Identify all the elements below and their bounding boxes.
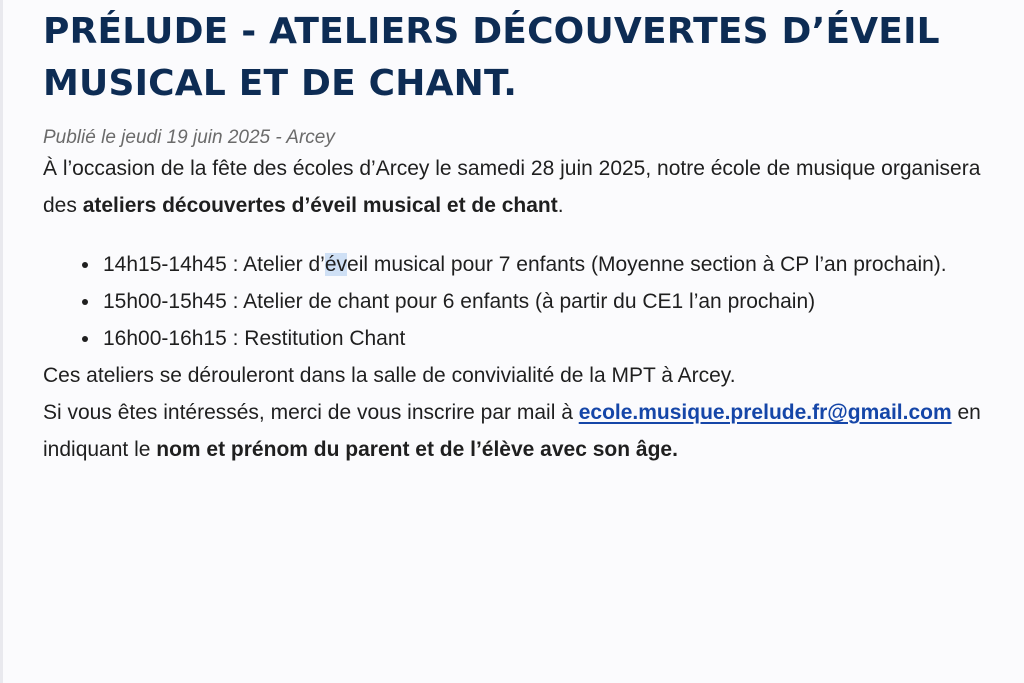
schedule-item-text-before: 14h15-14h45 : Atelier d’: [103, 253, 325, 276]
contact-text: Si vous êtes intéressés, merci de vous inscrire par mail à: [43, 401, 579, 424]
contact-middle: en indiquant le: [43, 401, 981, 461]
left-divider: [0, 0, 3, 683]
intro-end: .: [557, 194, 564, 217]
article-content: [43, 0, 1018, 468]
schedule-item: [101, 246, 1018, 283]
intro-bold: ateliers découvertes d’éveil musical et de chant: [82, 194, 558, 217]
intro-text: À l’occasion de la fête des écoles d’Arcey le samedi 28 juin 2025, notre école de musique organisera des: [43, 157, 981, 217]
text-selection: év: [324, 253, 348, 276]
schedule-list: [43, 246, 1018, 357]
schedule-item-text-after: eil musical pour 7 enfants (Moyenne section à CP l’an prochain).: [347, 253, 947, 276]
contact-bold: nom et prénom du parent et de l’élève avec son âge.: [156, 438, 678, 461]
schedule-item: • 15h00-15h45 : Atelier de chant pour 6 enfants (à partir du CE1 l’an prochain): [101, 283, 1018, 320]
intro-paragraph: [43, 150, 1018, 224]
venue-paragraph: Ces ateliers se dérouleront dans la salle de convivialité de la MPT à Arcey.: [43, 364, 736, 387]
publication-meta: Publié le jeudi 19 juin 2025 - Arcey: [43, 127, 335, 148]
schedule-item: • 16h00-16h15 : Restitution Chant: [101, 320, 1018, 357]
email-link[interactable]: ecole.musique.prelude.fr@gmail.com: [578, 401, 952, 424]
contact-paragraph: [43, 394, 1018, 468]
article-title: PRÉLUDE - ATELIERS DÉCOUVERTES D’ÉVEIL MUSICAL ET DE CHANT.: [43, 11, 940, 104]
